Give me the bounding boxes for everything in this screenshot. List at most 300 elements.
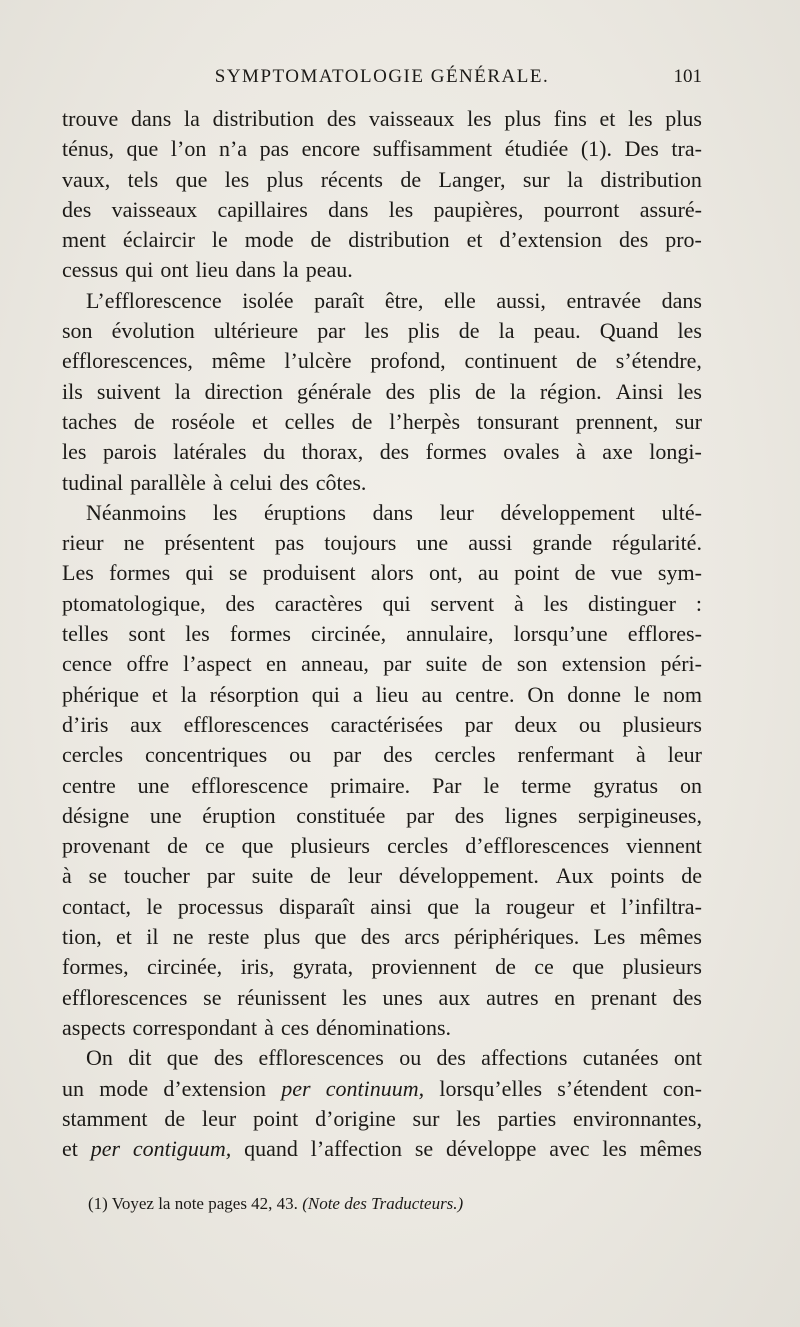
footnote-text: (1) Voyez la note pages 42, 43. bbox=[88, 1194, 298, 1213]
word: capillaires bbox=[217, 196, 308, 222]
word: Néanmoins bbox=[86, 499, 187, 525]
word: circinée, bbox=[147, 954, 223, 980]
word: son bbox=[516, 651, 548, 677]
word: des bbox=[436, 1045, 466, 1071]
word: se bbox=[88, 863, 107, 889]
word: efflorescences, bbox=[62, 348, 193, 374]
word: profond, bbox=[370, 348, 446, 374]
word: sur bbox=[522, 166, 550, 192]
word: et bbox=[151, 681, 168, 707]
word: régularité. bbox=[612, 530, 702, 556]
word: des bbox=[360, 924, 391, 950]
text-line bbox=[62, 528, 702, 558]
word: on bbox=[679, 772, 702, 798]
word: l’infiltra- bbox=[621, 893, 702, 919]
word: On bbox=[527, 681, 555, 707]
word: dans bbox=[372, 499, 413, 525]
word: latérales bbox=[173, 439, 247, 465]
word: à bbox=[575, 439, 586, 465]
word: leur bbox=[201, 1105, 237, 1131]
word: vaux, bbox=[62, 166, 111, 192]
word: s’étendent bbox=[557, 1075, 648, 1101]
word: longi- bbox=[649, 439, 702, 465]
word: l’ulcère bbox=[284, 348, 352, 374]
body-text bbox=[62, 104, 702, 1164]
word: s’étendre, bbox=[615, 348, 702, 374]
word: les bbox=[388, 196, 414, 222]
word: pas bbox=[274, 530, 305, 556]
word: suite bbox=[425, 651, 468, 677]
word: taches bbox=[62, 408, 117, 434]
word: ment bbox=[62, 227, 106, 253]
text-line bbox=[62, 952, 702, 982]
word: de bbox=[400, 166, 422, 192]
word: efflorescence bbox=[191, 772, 309, 798]
word: des bbox=[326, 106, 357, 131]
word: plis bbox=[429, 378, 461, 404]
word: contact, bbox=[62, 893, 132, 919]
word: suffisamment bbox=[372, 136, 493, 162]
word: Par bbox=[432, 772, 462, 798]
word: vue bbox=[610, 560, 643, 586]
word: : bbox=[695, 590, 702, 616]
word: d’iris bbox=[62, 711, 109, 737]
word: de bbox=[133, 408, 155, 434]
page-number: 101 bbox=[673, 66, 702, 87]
word: ou bbox=[578, 711, 601, 737]
word: gyrata, bbox=[292, 954, 354, 980]
word: plis bbox=[407, 318, 440, 344]
word: résorption bbox=[209, 681, 299, 707]
text-line bbox=[62, 1074, 702, 1104]
word: le bbox=[483, 772, 500, 798]
word: les bbox=[628, 106, 653, 131]
word: les bbox=[543, 590, 569, 616]
word: sur bbox=[675, 408, 702, 434]
word: il bbox=[146, 924, 159, 950]
word: leur bbox=[667, 742, 702, 768]
word: une bbox=[416, 530, 449, 556]
word: dans bbox=[328, 196, 369, 222]
word: parois bbox=[102, 439, 157, 465]
word: ont bbox=[160, 257, 189, 283]
word: Les bbox=[593, 924, 626, 950]
word: développement bbox=[500, 499, 635, 525]
word: donne bbox=[567, 681, 622, 707]
word: les bbox=[677, 378, 702, 404]
word: paupières, bbox=[433, 196, 524, 222]
word: le bbox=[146, 893, 163, 919]
word: point bbox=[514, 560, 560, 586]
word: de bbox=[681, 863, 702, 889]
word: à bbox=[212, 469, 223, 495]
text-line bbox=[62, 377, 702, 407]
word: dans bbox=[661, 287, 702, 313]
text-line bbox=[62, 134, 702, 164]
word: cutanées bbox=[582, 1045, 659, 1071]
word: affections bbox=[481, 1045, 568, 1071]
page-header bbox=[62, 62, 702, 92]
word: en bbox=[554, 984, 576, 1010]
word: lieu bbox=[375, 681, 409, 707]
word: ces bbox=[280, 1014, 310, 1040]
word: de bbox=[310, 863, 331, 889]
word: plus bbox=[665, 106, 702, 131]
word: unes bbox=[382, 984, 423, 1010]
word: plusieurs bbox=[622, 711, 702, 737]
word: telles bbox=[62, 621, 109, 647]
word: Langer, bbox=[438, 166, 506, 192]
word: de bbox=[351, 408, 373, 434]
word: aussi, bbox=[496, 287, 546, 313]
word: un bbox=[62, 1075, 84, 1101]
text-line bbox=[62, 1134, 702, 1164]
word: grande bbox=[532, 530, 593, 556]
word: vaisseaux bbox=[111, 196, 198, 222]
text-line bbox=[62, 165, 702, 195]
word: les bbox=[456, 1105, 481, 1131]
word: point bbox=[253, 1105, 299, 1131]
word: tra- bbox=[671, 136, 702, 162]
word: une bbox=[137, 772, 170, 798]
word: arcs bbox=[404, 924, 440, 950]
word: récents bbox=[320, 166, 383, 192]
word: distribution bbox=[348, 227, 450, 253]
word: stamment bbox=[62, 1105, 148, 1131]
word: d’extension bbox=[163, 1075, 266, 1101]
word: par bbox=[206, 863, 235, 889]
word: l’affection bbox=[310, 1136, 402, 1162]
text-line bbox=[62, 104, 702, 134]
word: efflorescences bbox=[62, 984, 188, 1010]
word: peau. bbox=[305, 257, 353, 283]
word: serpigineuses, bbox=[577, 802, 702, 828]
word: distribution bbox=[600, 166, 702, 192]
word: assuré- bbox=[639, 196, 702, 222]
word: cence bbox=[62, 651, 113, 677]
word: qui bbox=[382, 590, 411, 616]
word: de bbox=[167, 833, 188, 859]
word: distribution bbox=[212, 106, 315, 131]
word: à bbox=[62, 863, 72, 889]
text-line bbox=[62, 437, 702, 467]
word: mêmes bbox=[639, 924, 702, 950]
word: processus bbox=[177, 893, 264, 919]
word: développe bbox=[445, 1136, 537, 1162]
word: les bbox=[602, 1136, 627, 1162]
word: à bbox=[636, 742, 646, 768]
word: se bbox=[229, 560, 248, 586]
word: tels bbox=[127, 166, 159, 192]
word: des bbox=[385, 378, 415, 404]
word: renfermant bbox=[517, 742, 615, 768]
word: aussi bbox=[468, 530, 513, 556]
word: par bbox=[333, 742, 362, 768]
word: environnantes, bbox=[573, 1105, 702, 1131]
word: au bbox=[478, 560, 499, 586]
word: et bbox=[62, 1136, 78, 1162]
word: par bbox=[383, 651, 412, 677]
word: la bbox=[474, 893, 491, 919]
word: une bbox=[149, 802, 182, 828]
word: qui bbox=[311, 681, 340, 707]
word: de bbox=[310, 227, 332, 253]
word: la bbox=[180, 681, 197, 707]
word: cercles bbox=[434, 742, 496, 768]
word: aux bbox=[130, 711, 162, 737]
word: leur bbox=[439, 499, 474, 525]
word: des bbox=[62, 196, 92, 222]
word: d’efflorescences bbox=[465, 833, 610, 859]
word: vaisseaux bbox=[368, 106, 455, 131]
word: aspects bbox=[62, 1014, 126, 1040]
word: les bbox=[467, 106, 492, 131]
word: trouve bbox=[62, 106, 119, 131]
word: que bbox=[175, 166, 208, 192]
text-line bbox=[62, 831, 702, 861]
word: désigne bbox=[62, 802, 130, 828]
word: entravée bbox=[566, 287, 641, 313]
word: lorsqu’une bbox=[513, 621, 608, 647]
word: plus bbox=[504, 106, 542, 131]
word: tudinal bbox=[62, 469, 124, 495]
word: lorsqu’elles bbox=[439, 1075, 543, 1101]
word: fins bbox=[553, 106, 587, 131]
word: ne bbox=[123, 530, 145, 556]
word: mêmes bbox=[639, 1136, 702, 1162]
word: au bbox=[421, 681, 443, 707]
word: disparaît bbox=[278, 893, 355, 919]
word: des bbox=[279, 469, 309, 495]
word: mode bbox=[244, 227, 294, 253]
text-line bbox=[62, 255, 702, 285]
word: tion, bbox=[62, 924, 102, 950]
word: efflores- bbox=[627, 621, 702, 647]
word: péri- bbox=[660, 651, 702, 677]
word: concentriques bbox=[145, 742, 268, 768]
word: la bbox=[498, 318, 515, 344]
word: évolution bbox=[111, 318, 195, 344]
word: tonsurant bbox=[477, 408, 559, 434]
word: sont bbox=[128, 621, 166, 647]
word: prenant bbox=[590, 984, 657, 1010]
word: formes, bbox=[62, 954, 129, 980]
word: quand bbox=[244, 1136, 298, 1162]
word: centre. bbox=[455, 681, 515, 707]
word: per bbox=[281, 1075, 311, 1101]
word: rieur bbox=[62, 530, 104, 556]
word: cessus bbox=[62, 257, 119, 283]
word: des bbox=[618, 227, 649, 253]
word: éclaircir bbox=[122, 227, 195, 253]
word: pas bbox=[259, 136, 289, 162]
word: plus bbox=[263, 924, 301, 950]
word: toujours bbox=[324, 530, 397, 556]
word: le bbox=[211, 227, 228, 253]
word: Aux bbox=[555, 863, 594, 889]
text-line bbox=[62, 983, 702, 1013]
word: plus bbox=[266, 166, 304, 192]
word: caractères bbox=[274, 590, 363, 616]
word: plusieurs bbox=[622, 954, 702, 980]
word: que bbox=[314, 924, 347, 950]
word: des bbox=[454, 802, 485, 828]
word: la bbox=[174, 378, 191, 404]
text-line bbox=[62, 619, 702, 649]
word: les bbox=[212, 499, 238, 525]
word: toucher bbox=[123, 863, 190, 889]
word: prennent, bbox=[575, 408, 659, 434]
word: axe bbox=[602, 439, 633, 465]
text-line bbox=[62, 558, 702, 588]
word: rougeur bbox=[505, 893, 575, 919]
word: des bbox=[225, 590, 255, 616]
word: développement. bbox=[398, 863, 539, 889]
word: la bbox=[567, 166, 584, 192]
word: même bbox=[211, 348, 266, 374]
word: alors bbox=[370, 560, 414, 586]
word: des bbox=[672, 984, 702, 1010]
word: formes bbox=[229, 621, 291, 647]
word: les bbox=[62, 439, 87, 465]
word: viennent bbox=[626, 833, 702, 859]
word: centre bbox=[62, 772, 116, 798]
word: isolée bbox=[242, 287, 294, 313]
word: provenant bbox=[62, 833, 150, 859]
word: On bbox=[86, 1045, 113, 1071]
word: L’efflorescence bbox=[86, 287, 222, 313]
text-line bbox=[62, 649, 702, 679]
word: aux bbox=[438, 984, 471, 1010]
word: ptomatologique, bbox=[62, 590, 206, 616]
word: en bbox=[265, 651, 287, 677]
word: la bbox=[184, 106, 200, 131]
text-line bbox=[62, 861, 702, 891]
word: Les bbox=[62, 560, 94, 586]
word: de bbox=[458, 318, 480, 344]
word: dénominations. bbox=[316, 1014, 452, 1040]
word: lieu bbox=[195, 257, 229, 283]
text-line bbox=[62, 195, 702, 225]
word: offre bbox=[126, 651, 169, 677]
word: circinée, bbox=[310, 621, 387, 647]
word: les bbox=[185, 621, 210, 647]
word: présentent bbox=[164, 530, 255, 556]
word: ne bbox=[172, 924, 194, 950]
word: sym- bbox=[657, 560, 702, 586]
word: ténus, bbox=[62, 136, 114, 162]
word: à bbox=[513, 590, 524, 616]
word: et bbox=[599, 106, 616, 131]
text-line bbox=[62, 1043, 702, 1073]
word: distinguer bbox=[587, 590, 676, 616]
word: iris, bbox=[240, 954, 275, 980]
word: éruption bbox=[202, 802, 276, 828]
word: ulté- bbox=[661, 499, 702, 525]
word: des bbox=[383, 742, 413, 768]
word: con- bbox=[662, 1075, 702, 1101]
word: les bbox=[677, 318, 702, 344]
word: proviennent bbox=[371, 954, 477, 980]
text-line bbox=[62, 286, 702, 316]
word: que bbox=[126, 136, 159, 162]
word: et bbox=[466, 227, 483, 253]
text-line bbox=[62, 407, 702, 437]
word: ont, bbox=[429, 560, 463, 586]
word: Quand bbox=[599, 318, 659, 344]
word: les bbox=[224, 166, 250, 192]
word: son bbox=[62, 318, 93, 344]
word: d’origine bbox=[315, 1105, 396, 1131]
footnote bbox=[88, 1194, 463, 1214]
word: dans bbox=[235, 257, 276, 283]
word: de bbox=[576, 348, 597, 374]
word: paraît bbox=[314, 287, 365, 313]
word: et bbox=[116, 924, 132, 950]
word: mode bbox=[99, 1075, 149, 1101]
word: générale bbox=[296, 378, 372, 404]
word: que bbox=[427, 893, 460, 919]
footnote-note: (Note des Traducteurs.) bbox=[302, 1194, 464, 1213]
text-line bbox=[62, 316, 702, 346]
word: des bbox=[379, 439, 410, 465]
word: gyratus bbox=[593, 772, 659, 798]
text-line bbox=[62, 710, 702, 740]
word: elle bbox=[443, 287, 476, 313]
text-line bbox=[62, 922, 702, 952]
word: par bbox=[317, 318, 346, 344]
word: l’herpès bbox=[389, 408, 461, 434]
word: annulaire, bbox=[406, 621, 494, 647]
word: contiguum, bbox=[132, 1136, 232, 1162]
word: suivent bbox=[96, 378, 161, 404]
word: produisent bbox=[262, 560, 356, 586]
word: réunissent bbox=[237, 984, 327, 1010]
word: que bbox=[166, 1045, 199, 1071]
word: caractérisées bbox=[330, 711, 443, 737]
word: de bbox=[495, 954, 516, 980]
text-line bbox=[62, 1104, 702, 1134]
word: sur bbox=[412, 1105, 440, 1131]
word: plusieurs bbox=[290, 833, 370, 859]
word: thorax, bbox=[301, 439, 364, 465]
word: l’aspect bbox=[183, 651, 252, 677]
word: anneau, bbox=[301, 651, 369, 677]
word: parties bbox=[497, 1105, 557, 1131]
word: que bbox=[241, 833, 274, 859]
word: côtes. bbox=[315, 469, 367, 495]
word: de bbox=[481, 651, 503, 677]
word: qui bbox=[125, 257, 154, 283]
word: qui bbox=[185, 560, 214, 586]
word: par bbox=[406, 802, 435, 828]
word: se bbox=[414, 1136, 434, 1162]
word: ainsi bbox=[370, 893, 412, 919]
word: éruptions bbox=[264, 499, 346, 525]
word: correspondant bbox=[132, 1014, 258, 1040]
text-line bbox=[62, 801, 702, 831]
word: que bbox=[572, 954, 605, 980]
word: formes bbox=[109, 560, 171, 586]
word: continuent bbox=[464, 348, 558, 374]
word: dit bbox=[128, 1045, 152, 1071]
word: lignes bbox=[504, 802, 558, 828]
word: suite bbox=[251, 863, 294, 889]
word: pourront bbox=[543, 196, 620, 222]
text-line bbox=[62, 498, 702, 528]
word: ce bbox=[204, 833, 225, 859]
word: constituée bbox=[296, 802, 386, 828]
